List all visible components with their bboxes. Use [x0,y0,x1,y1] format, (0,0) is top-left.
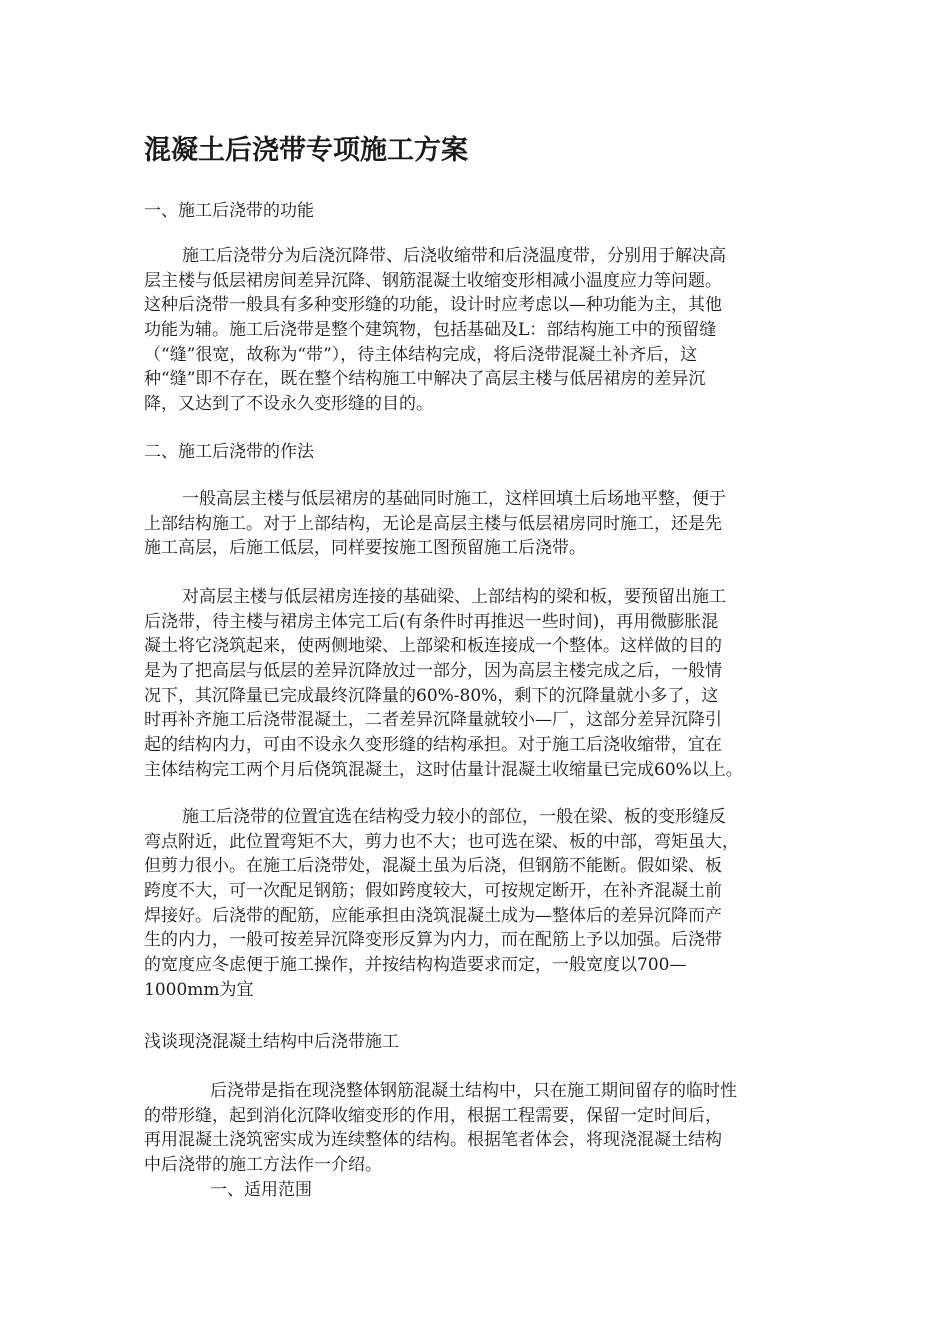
paragraph-line: 主体结构完工两个月后侥筑混凝土，这时估量计混凝土收缩量已完成60%以上。 [144,759,743,780]
paragraph-line: 对高层主楼与低层裙房连接的基础梁、上部结构的梁和板，要预留出施工 [182,587,726,607]
paragraph-line: 中后浇带的施工方法作一介绍。 [144,1155,382,1176]
heading-text: 一、施工后浇带的功能 [144,201,314,221]
paragraph-line: 是为了把高层与低层的差异沉降放过一部分，因为高层主楼完成之后，一般情 [144,661,722,682]
paragraph-line: 施工高层，后施工低层，同样要按施工图预留施工后浇带。 [144,538,586,559]
paragraph-line: 凝土将它浇筑起来，使两侧地梁、上部梁和板连接成一个整体。这样做的目的 [144,636,722,657]
paragraph-line: 层主楼与低层裙房间差异沉降、钢筋混凝土收缩变形相减小温度应力等问题。 [144,270,722,291]
paragraph-line: 这种后浇带一般具有多种变形缝的功能，设计时应考虑以—种功能为主，其他 [144,295,722,316]
section-heading-methods [144,440,314,465]
paragraph-line: 上部结构施工。对于上部结构，无论是高层主楼与低层裙房同时施工，还是先 [144,513,722,534]
subheading-scope: 一、适用范围 [210,1179,312,1200]
paragraph-line: 后浇带是指在现浇整体钢筋混凝土结构中，只在施工期间留存的临时性 [210,1081,737,1101]
paragraph-line: 后浇带，待主楼与裙房主体完工后(有条件时再推迟一些时间)，再用微膨胀混 [144,611,719,632]
paragraph-functions [144,244,726,417]
paragraph-line: 焊接好。后浇带的配筋，应能承担由浇筑混凝土成为—整体后的差异沉降而产 [144,905,722,926]
paragraph-line: 施工后浇带的位置宜选在结构受力较小的部位，一般在梁、板的变形缝反 [182,807,726,827]
paragraph-line: 的宽度应冬虑便于施工操作，并按结构构造要求而定，一般宽度以700— [144,955,687,976]
paragraph-line: 的带形缝，起到消化沉降收缩变形的作用，根据工程需要，保留一定时间后， [144,1105,722,1126]
paragraph-methods-2 [144,585,743,783]
document-title: 混凝土后浇带专项施工方案 [144,135,468,166]
article-heading [144,1030,399,1055]
paragraph-line: 降，又达到了不设永久变形缝的目的。 [144,394,433,415]
paragraph-methods-3 [144,805,739,1003]
paragraph-line: 种“缝”即不存在，既在整个结构施工中解决了高层主楼与低居裙房的差异沉 [144,369,706,390]
heading-text: 浅谈现浇混凝土结构中后浇带施工 [144,1032,399,1052]
paragraph-methods-1 [144,487,726,561]
paragraph-line: 跨度不大，可一次配足钢筋；假如跨度较大，可按规定断开，在补齐混凝土前 [144,881,722,902]
paragraph-line: 起的结构内力，可由不设永久变形缝的结构承担。对于施工后浇收缩带，宜在 [144,735,722,756]
paragraph-line: 生的内力，一般可按差异沉降变形反算为内力，而在配筋上予以加强。后浇带 [144,930,722,951]
paragraph-line: 施工后浇带分为后浇沉降带、后浇收缩带和后浇温度带，分别用于解决高 [182,246,726,266]
paragraph-line: 功能为辅。施工后浇带是整个建筑物，包括基础及L：部结构施工中的预留缝 [144,320,717,341]
paragraph-line: 1000mm为宜 [144,979,254,1000]
paragraph-line: 一般高层主楼与低层裙房的基础同时施工，这样回填土后场地平整，便于 [182,489,726,509]
heading-text: 二、施工后浇带的作法 [144,442,314,462]
paragraph-line: 时再补齐施工后浇带混凝土，二者差异沉降量就较小—厂，这部分差异沉降引 [144,710,722,731]
section-heading-functions [144,199,314,224]
paragraph-line: 但剪力很小。在施工后浇带处，混凝土虽为后浇，但钢筋不能断。假如梁、板 [144,856,722,877]
paragraph-line: （“缝”很宽，故称为“带”），待主体结构完成，将后浇带混凝土补齐后，这 [144,344,698,365]
paragraph-article-intro [144,1079,737,1202]
paragraph-line: 况下，其沉降量已完成最终沉降量的60%-80%，剩下的沉降量就小多了，这 [144,685,719,706]
paragraph-line: 再用混凝土浇筑密实成为连续整体的结构。根据笔者体会，将现浇混凝土结构 [144,1130,722,1151]
paragraph-line: 弯点附近，此位置弯矩不大，剪力也不大；也可选在梁、板的中部，弯矩虽大， [144,831,739,852]
